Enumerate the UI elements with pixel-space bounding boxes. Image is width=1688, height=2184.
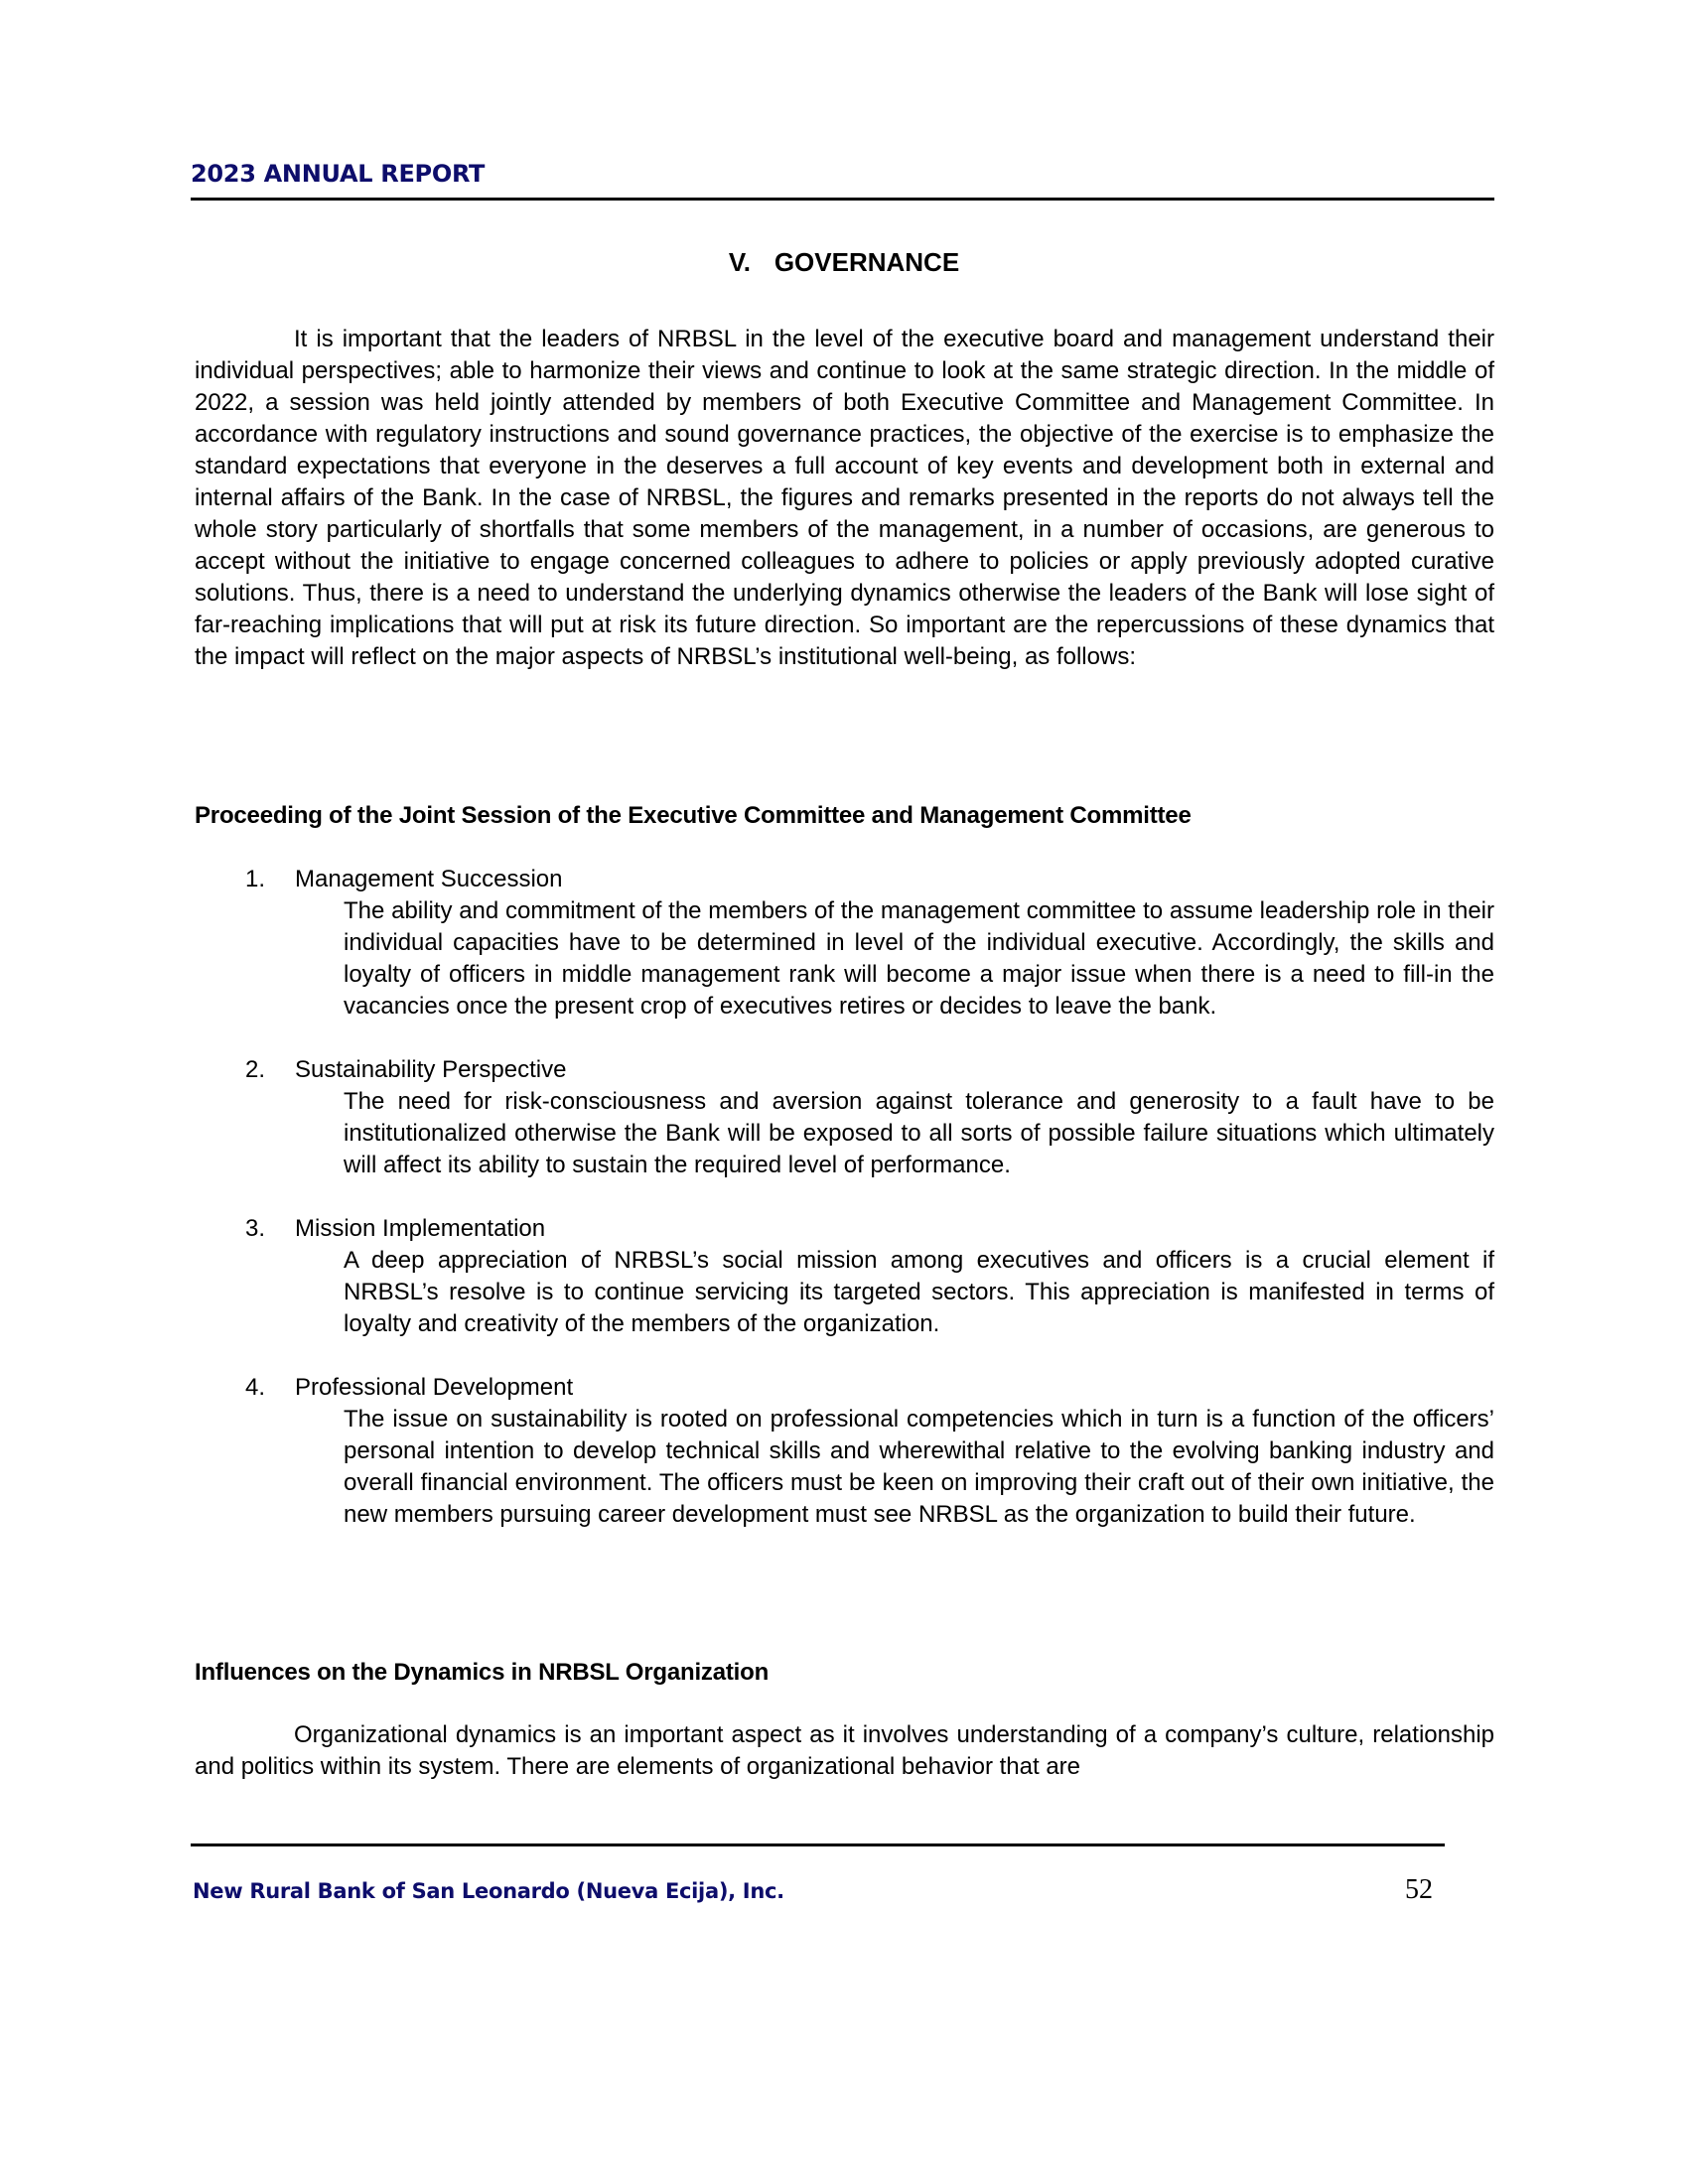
section-title — [0, 247, 1688, 277]
footer-organization-name: New Rural Bank of San Leonardo (Nueva Ecija), Inc. — [193, 1879, 784, 1903]
list-item-number: 3. — [245, 1215, 266, 1242]
list-item — [0, 864, 1688, 1023]
section-title-text: GOVERNANCE — [774, 247, 960, 278]
running-header-title: 2023 ANNUAL REPORT — [191, 160, 486, 188]
section-number: V. — [728, 247, 751, 278]
list-item-title: Sustainability Perspective — [295, 1056, 567, 1083]
influences-heading: Influences on the Dynamics in NRBSL Organization — [195, 1659, 770, 1686]
footer-rule — [191, 1843, 1445, 1846]
proceeding-heading: Proceeding of the Joint Session of the Executive Committee and Management Committee — [195, 802, 1192, 829]
page-number: 52 — [1405, 1874, 1433, 1905]
list-item-body: The need for risk-consciousness and aversion against tolerance and generosity to a fault have to be institutionalized otherwise the Bank will be exposed to all sorts of possible failure situations which ultimately will affect its ability to sustain the required level of performance. — [344, 1088, 1494, 1178]
list-item — [0, 1213, 1688, 1340]
list-item-number: 4. — [245, 1374, 266, 1401]
list-item-body: A deep appreciation of NRBSL’s social mission among executives and officers is a crucial element if NRBSL’s resolve is to continue servicing its targeted sectors. This appreciation is manifested in terms of loyalty and creativity of the members of the organization. — [344, 1247, 1494, 1337]
list-item — [0, 1372, 1688, 1531]
list-item-number: 1. — [245, 866, 266, 892]
header-rule — [191, 198, 1494, 201]
list-item-title: Professional Development — [295, 1374, 574, 1401]
list-item-title: Management Succession — [295, 866, 563, 892]
influences-paragraph: Organizational dynamics is an important aspect as it involves understanding of a company’s culture, relationship and politics within its system. There are elements of organizational behavior that are — [195, 1721, 1494, 1780]
list-item-number: 2. — [245, 1056, 266, 1083]
intro-paragraph: It is important that the leaders of NRBSL in the level of the executive board and management understand their individual perspectives; able to harmonize their views and continue to look at the same strategic direction. In the middle of 2022, a session was held jointly attended by members of both Executive Committee and Management Committee. In accordance with regulatory instructions and sound governance practices, the objective of the exercise is to emphasize the standard expectations that everyone in the deserves a full account of key events and development both in external and internal affairs of the Bank. In the case of NRBSL, the figures and remarks presented in the reports do not always tell the whole story particularly of shortfalls that some members of the management, in a number of occasions, are generous to accept without the initiative to engage concerned colleagues to adhere to policies or apply previously adopted curative solutions. Thus, there is a need to understand the underlying dynamics otherwise the leaders of the Bank will lose sight of far-reaching implications that will put at risk its future direction. So important are the repercussions of these dynamics that the impact will reflect on the major aspects of NRBSL’s institutional well-being, as follows: — [195, 326, 1494, 670]
list-item-body: The ability and commitment of the members of the management committee to assume leadership role in their individual capacities have to be determined in level of the individual executive. Accordingly, the skills and loyalty of officers in middle management rank will become a major issue when there is a need to fill-in the vacancies once the present crop of executives retires or decides to leave the bank. — [344, 897, 1494, 1020]
list-item-body: The issue on sustainability is rooted on professional competencies which in turn is a function of the officers’ personal intention to develop technical skills and wherewithal relative to the evolving banking industry and overall financial environment. The officers must be keen on improving their craft out of their own initiative, the new members pursuing career development must see NRBSL as the organization to build their future. — [344, 1406, 1494, 1528]
list-item-title: Mission Implementation — [295, 1215, 546, 1242]
proceeding-list — [0, 864, 1688, 1563]
list-item — [0, 1054, 1688, 1181]
